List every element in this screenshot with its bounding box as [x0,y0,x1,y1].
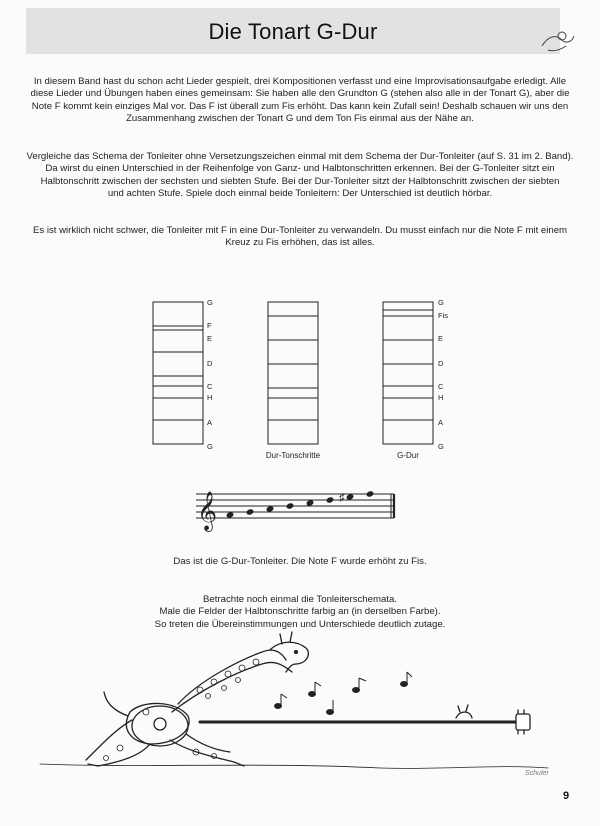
schema-g-major [383,298,448,451]
schema-natural-g [153,298,213,451]
middle-schema-caption: Dur-Tonschritte [265,451,321,460]
text-line: Da wirst du einen Unterschied in der Reihenfolge von Ganz- und Halbtonschritten erkennen. Bei der G-Tonleiter sitzt ein [45,163,555,175]
schema-label: G [438,442,444,451]
schema-label: F [207,321,212,330]
text-line: Es ist wirklich nicht schwer, die Tonleiter mit F in eine Dur-Tonleiter zu verwandeln. Du musst einfach nur die Note F mit einem [32,225,568,236]
music-staff [196,494,394,518]
illustrator-signature: Schuler [525,770,549,777]
schema-label: A [207,418,213,427]
note-head [246,508,255,515]
schema-label: D [438,359,444,368]
flying-notes [275,672,413,715]
schema-label: H [207,393,213,402]
page-number: 9 [563,790,570,802]
giraffe-guitar-illustration [40,632,548,768]
schema-label: G [207,442,213,451]
text-line: Vergleiche das Schema der Tonleiter ohne Versetzungszeichen einmal mit dem Schema der Dur-Tonleiter (auf S. 31 im 2. Band). [26,151,574,162]
schema-label: G [438,298,444,307]
schema-label: C [207,382,213,391]
schema-label: H [438,393,444,402]
schema-label: E [207,334,213,343]
text-line: Kreuz zu Fis erhöhen, das ist alles. [225,237,375,249]
text-line: Halbtonschritt zwischen der sechsten und siebten Stufe. Bei der Dur-Tonleiter sitzt der Halbtonschritt zwischen der siebten [40,175,560,187]
text-line: Male die Felder der Halbtonschritte farbig an (in derselben Farbe). [159,606,441,618]
text-line: Zusammenhang zwischen der Tonart G und dem Ton Fis einmal aus der Nähe an. [126,113,474,125]
text-line: In diesem Band hast du schon acht Lieder gespielt, drei Kompositionen verfasst und eine Improvisationsaufgabe erledigt. Alle [33,76,567,87]
note-head [286,502,295,509]
schema-major-steps [268,302,318,444]
schema-label: C [438,382,444,391]
text-line: Note F kommt kein einziges Mal vor. Das F ist überall zum Fis erhöht. Das kann kein Zufall sein! Deshalb schauen wir uns den [31,100,569,112]
text-line: So treten die Übereinstimmungen und Unterschiede deutlich zutage. [154,618,446,630]
sharp-icon: ♯ [339,492,345,504]
text-line: diese Lieder und Übungen haben eines gemeinsam: Sie haben alle den Grundton G (stehen also alle in der Tonart G), aber die [30,88,570,100]
schema-label: D [207,359,213,368]
note-head [366,490,375,497]
g-major-caption [24,556,576,568]
schema-label: A [438,418,444,427]
page-title: Die Tonart G-Dur [208,19,378,44]
note-head [326,496,335,503]
schema-label: Fis [438,311,448,320]
text-line: Das ist die G-Dur-Tonleiter. Die Note F wurde erhöht zu Fis. [173,556,427,567]
coloring-task-paragraph [24,594,576,631]
treble-clef-icon: 𝄞 [197,491,218,531]
staff-notes [226,490,375,518]
text-line: Betrachte noch einmal die Tonleiterschemata. [203,594,397,605]
text-line: und achten Stufe. Spiele doch einmal beide Tonleitern: Der Unterschied ist deutlich hörbar. [107,188,493,200]
schema-label: G [207,298,213,307]
schema-label: E [438,334,444,343]
right-schema-caption: G-Dur [397,451,419,460]
